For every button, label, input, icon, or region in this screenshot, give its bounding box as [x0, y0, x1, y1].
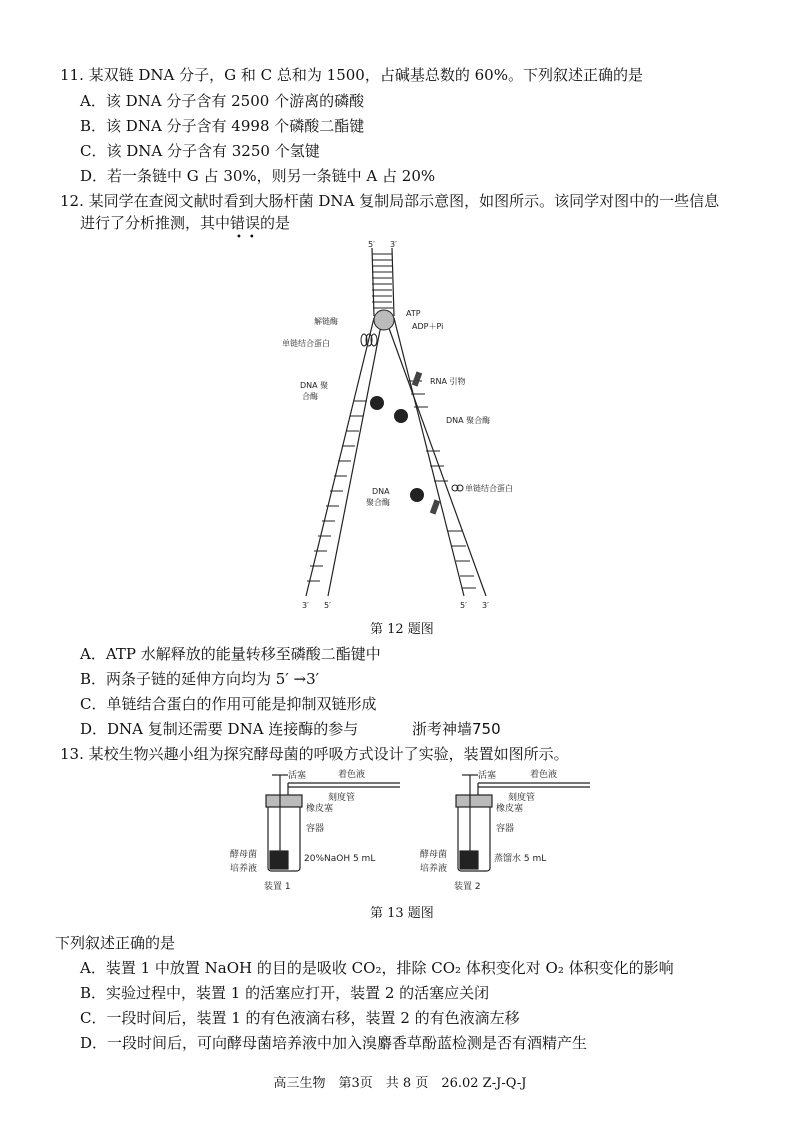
label-device-1: 装置 1	[264, 882, 291, 892]
emphasis-dots: ••	[236, 232, 262, 243]
label-bottom-5b: 5′	[460, 601, 467, 610]
q13-option-c: C．一段时间后，装置 1 的有色液滴右移，装置 2 的有色液滴左移	[80, 1009, 520, 1027]
label-top-5: 5′	[368, 240, 375, 249]
label-naoh: 20%NaOH 5 mL	[304, 854, 376, 864]
q13-option-a: A．装置 1 中放置 NaOH 的目的是吸收 CO₂，排除 CO₂ 体积变化对 O₂ 体积变化的影响	[80, 959, 674, 977]
dna-replication-diagram	[250, 236, 530, 614]
label-yeast-1a: 酵母菌	[230, 850, 258, 860]
watermark-text: 浙考神墙750	[412, 720, 501, 738]
yeast-respiration-apparatus	[220, 765, 600, 895]
q11-option-b: B．该 DNA 分子含有 4998 个磷酸二酯键	[80, 117, 365, 135]
q11-option-c: C．该 DNA 分子含有 3250 个氢键	[80, 142, 320, 160]
label-bottom-3a: 3′	[302, 601, 309, 610]
page-footer: 高三生物 第3页 共 8 页 26.02 Z-J-Q-J	[273, 1076, 527, 1091]
label-dna-pol-right: DNA 聚合酶	[446, 416, 491, 425]
q11-option-d: D．若一条链中 G 占 30%，则另一条链中 A 占 20%	[80, 167, 436, 185]
label-water: 蒸馏水 5 mL	[494, 854, 547, 864]
label-helicase: 解链酶	[314, 317, 338, 326]
label-bottom-3b: 3′	[482, 601, 489, 610]
label-colored-liquid-1: 着色液	[338, 770, 366, 780]
q13-figure-caption: 第 13 题图	[370, 906, 434, 921]
label-stopcock-2: 活塞	[478, 771, 497, 781]
label-scale-tube-2: 刻度管	[508, 793, 536, 803]
q11-option-a: A．该 DNA 分子含有 2500 个游离的磷酸	[80, 92, 365, 110]
q13-lead: 下列叙述正确的是	[55, 934, 176, 952]
label-bottom-5a: 5′	[324, 601, 331, 610]
q13-option-b: B．实验过程中，装置 1 的活塞应打开，装置 2 的活塞应关闭	[80, 984, 490, 1002]
label-dna-pol-left-1: DNA 聚	[300, 381, 329, 390]
label-scale-tube-1: 刻度管	[328, 793, 356, 803]
q12-option-d: D．DNA 复制还需要 DNA 连接酶的参与	[80, 720, 359, 738]
q13-stem: 13. 某校生物兴趣小组为探究酵母菌的呼吸方式设计了实验，装置如图所示。	[60, 745, 569, 763]
q12-option-c: C．单链结合蛋白的作用可能是抑制双链形成	[80, 695, 377, 713]
q12-stem-line1: 12. 某同学在查阅文献时看到大肠杆菌 DNA 复制局部示意图，如图所示。该同学对图中的一些信息	[60, 192, 720, 210]
label-device-2: 装置 2	[454, 882, 481, 892]
label-dna-pol-bottom-1: DNA	[372, 487, 390, 496]
label-top-3: 3′	[390, 240, 397, 249]
label-rubber-stopper-1: 橡皮塞	[306, 804, 334, 814]
label-yeast-2a: 酵母菌	[420, 850, 448, 860]
q12-option-a: A．ATP 水解释放的能量转移至磷酸二酯键中	[80, 645, 381, 663]
label-dna-pol-bottom-2: 聚合酶	[366, 498, 390, 507]
label-container-1: 容器	[306, 824, 325, 834]
label-colored-liquid-2: 着色液	[530, 770, 558, 780]
q12-figure-caption: 第 12 题图	[370, 622, 434, 637]
label-ssb-bottom: 单链结合蛋白	[465, 484, 513, 493]
q12-stem-line2: 进行了分析推测，其中错误的是	[80, 214, 291, 232]
label-stopcock-1: 活塞	[288, 771, 307, 781]
label-ssb-top: 单链结合蛋白	[282, 339, 330, 348]
label-dna-pol-left-2: 合酶	[302, 392, 318, 401]
label-yeast-2b: 培养液	[420, 864, 448, 874]
q13-option-d: D．一段时间后，可向酵母菌培养液中加入溴麝香草酚蓝检测是否有酒精产生	[80, 1034, 588, 1052]
label-atp: ATP	[406, 309, 421, 318]
label-adp: ADP＋Pi	[412, 322, 444, 331]
q11-stem: 11. 某双链 DNA 分子，G 和 C 总和为 1500，占碱基总数的 60%。下列叙述正确的是	[60, 66, 643, 84]
label-rubber-stopper-2: 橡皮塞	[496, 804, 524, 814]
label-container-2: 容器	[496, 824, 515, 834]
label-rna-primer: RNA 引物	[430, 377, 466, 386]
label-yeast-1b: 培养液	[230, 864, 258, 874]
q12-option-b: B．两条子链的延伸方向均为 5′ →3′	[80, 670, 320, 688]
